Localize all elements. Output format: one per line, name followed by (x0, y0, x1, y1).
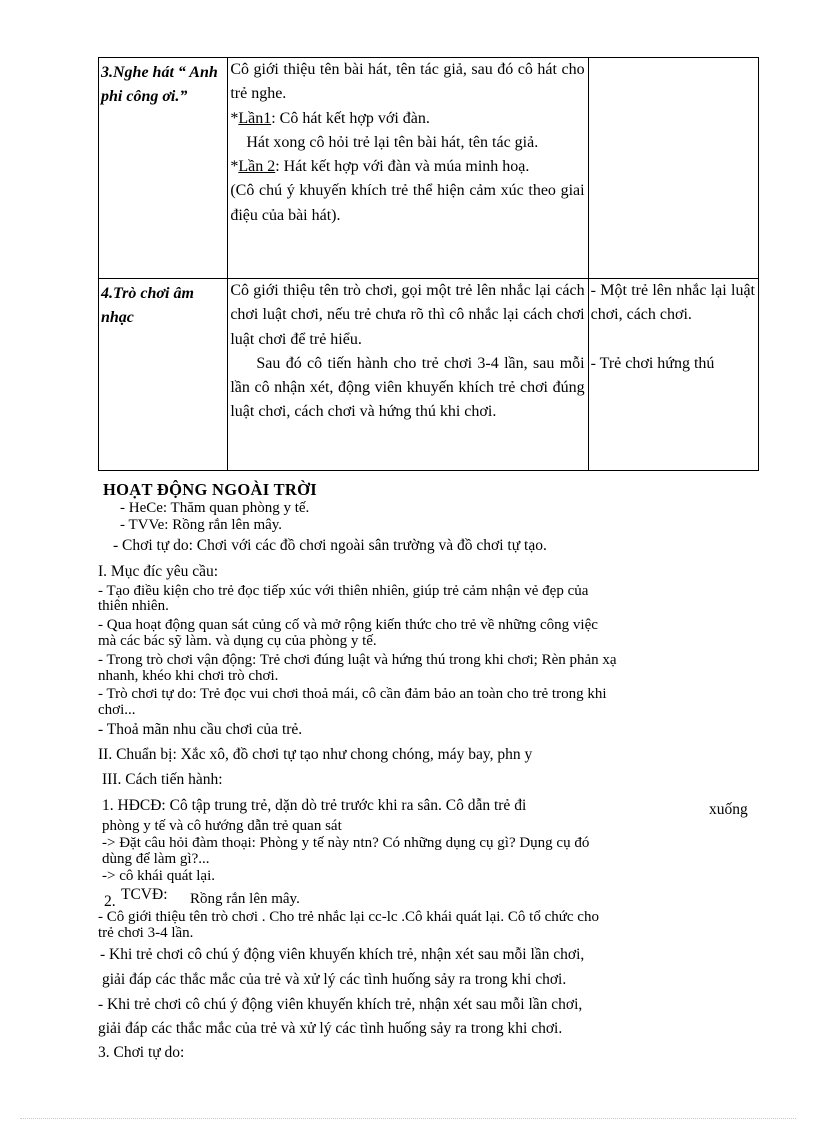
text-line: - Cô giới thiệu tên trò chơi . Cho trẻ nhắc lại cc-lc .Cô khái quát lại. Cô tổ chức cho (98, 909, 599, 925)
text-line: Rồng rắn lên mây. (190, 891, 300, 907)
text-line: - Khi trẻ chơi cô chú ý động viên khuyến khích trẻ, nhận xét sau mỗi lần chơi, (98, 996, 583, 1013)
child-line: - Một trẻ lên nhắc lại luật chơi, cách chơi. (590, 282, 755, 324)
outdoor-item: - HeCe: Thăm quan phòng y tế. (120, 500, 310, 516)
text-line: - Qua hoạt động quan sát củng cố và mở rộng kiến thức cho trẻ về những công việc (98, 617, 598, 633)
text-line: thiên nhiên. (98, 598, 169, 614)
text-line: giải đáp các thắc mắc của trẻ và xử lý các tình huống sảy ra trong khi chơi. (98, 1020, 563, 1037)
activity-title: 4.Trò chơi âm nhạc (101, 285, 194, 326)
activity-title: 3.Nghe hát “ Anh phi công ơi.” (101, 64, 218, 105)
outdoor-item: - Chơi tự do: Chơi với các đồ chơi ngoài sân trường và đồ chơi tự tạo. (113, 537, 547, 554)
text-line: - Tạo điều kiện cho trẻ đọc tiếp xúc với thiên nhiên, giúp trẻ cảm nhận vẻ đẹp của (98, 583, 589, 599)
prep-line: II. Chuẩn bị: Xắc xô, đồ chơi tự tạo như chong chóng, máy bay, phn y (98, 746, 533, 763)
text-line: 3. Chơi tự do: (98, 1044, 185, 1061)
text-line: -> cô khái quát lại. (102, 868, 216, 884)
child-cell (588, 58, 758, 279)
text-line: giải đáp các thắc mắc của trẻ và xử lý các tình huống sảy ra trong khi chơi. (102, 971, 567, 988)
text-line: - Trò chơi tự do: Trẻ đọc vui chơi thoả mái, cô cần đảm bảo an toàn cho trẻ trong khi (98, 686, 607, 702)
activity-table (98, 57, 759, 471)
text-line: chơi... (98, 702, 136, 718)
section-heading: HOẠT ĐỘNG NGOÀI TRỜI (103, 480, 317, 499)
text-line: mà các bác sỹ làm. và dụng cụ của phòng y tế. (98, 633, 377, 649)
text-line: phòng y tế và cô hướng dẫn trẻ quan sát (102, 818, 342, 834)
section-title: III. Cách tiến hành: (102, 771, 223, 788)
teacher-cell (228, 58, 588, 279)
teacher-line: Hát xong cô hỏi trẻ lại tên bài hát, tên tác giả. (246, 133, 539, 151)
text-line: -> Đặt câu hỏi đàm thoại: Phòng y tế này ntn? Có những dụng cụ gì? Dụng cụ đó (102, 835, 590, 851)
text-line: dùng để làm gì?... (102, 851, 210, 867)
teacher-cell (228, 279, 588, 471)
text-line: - Trong trò chơi vận động: Trẻ chơi đúng luật và hứng thú trong khi chơi; Rèn phản xạ (98, 652, 617, 668)
step-label: TCVĐ: (121, 886, 168, 903)
child-line: - Trẻ chơi hứng thú (590, 354, 715, 372)
teacher-line: *Lần1: Cô hát kết hợp với đàn. (230, 109, 430, 127)
teacher-line: *Lần 2: Hát kết hợp với đàn và múa minh hoạ. (230, 158, 530, 176)
text-line: trẻ chơi 3-4 lần. (98, 925, 194, 941)
outdoor-item: - TVVe: Rồng rắn lên mây. (120, 517, 283, 533)
teacher-line-rest: : Hát kết hợp với đàn và múa minh hoạ. (275, 158, 530, 176)
teacher-line: (Cô chú ý khuyến khích trẻ thể hiện cảm xúc theo giai điệu của bài hát). (230, 182, 585, 224)
text-line: 1. HĐCĐ: Cô tập trung trẻ, dặn dò trẻ trước khi ra sân. Cô dẫn trẻ đi (102, 797, 527, 814)
child-cell (588, 279, 758, 471)
teacher-line-rest: : Cô hát kết hợp với đàn. (271, 109, 430, 127)
section-title: I. Mục đíc yêu cầu: (98, 563, 219, 580)
teacher-line: Cô giới thiệu tên bài hát, tên tác giả, sau đó cô hát cho trẻ nghe. (230, 61, 585, 103)
text-line: - Thoả mãn nhu cầu chơi của trẻ. (98, 721, 303, 738)
time-label: Lần 2 (238, 158, 276, 176)
teacher-line: Cô giới thiệu tên trò chơi, gọi một trẻ lên nhắc lại cách chơi luật chơi, nếu trẻ chưa rõ thì cô nhắc lại cách chơi luật chơi để trẻ hiểu. (230, 282, 585, 348)
step-number: 2. (104, 893, 116, 910)
activity-cell (99, 58, 228, 279)
teacher-line: Sau đó cô tiến hành cho trẻ chơi 3-4 lần, sau mỗi lần cô nhận xét, động viên khuyến khích trẻ chơi đúng luật chơi, cách chơi và hứng thú khi chơi. (230, 354, 585, 421)
text-line: - Khi trẻ chơi cô chú ý động viên khuyến khích trẻ, nhận xét sau mỗi lần chơi, (100, 946, 585, 963)
page-bottom-divider (20, 1118, 796, 1119)
text-line: xuống (709, 801, 748, 818)
time-label: Lần1 (238, 109, 272, 127)
table-row (99, 279, 759, 471)
table-row (99, 58, 759, 279)
activity-cell (99, 279, 228, 471)
text-line: nhanh, khéo khi chơi trò chơi. (98, 668, 279, 684)
